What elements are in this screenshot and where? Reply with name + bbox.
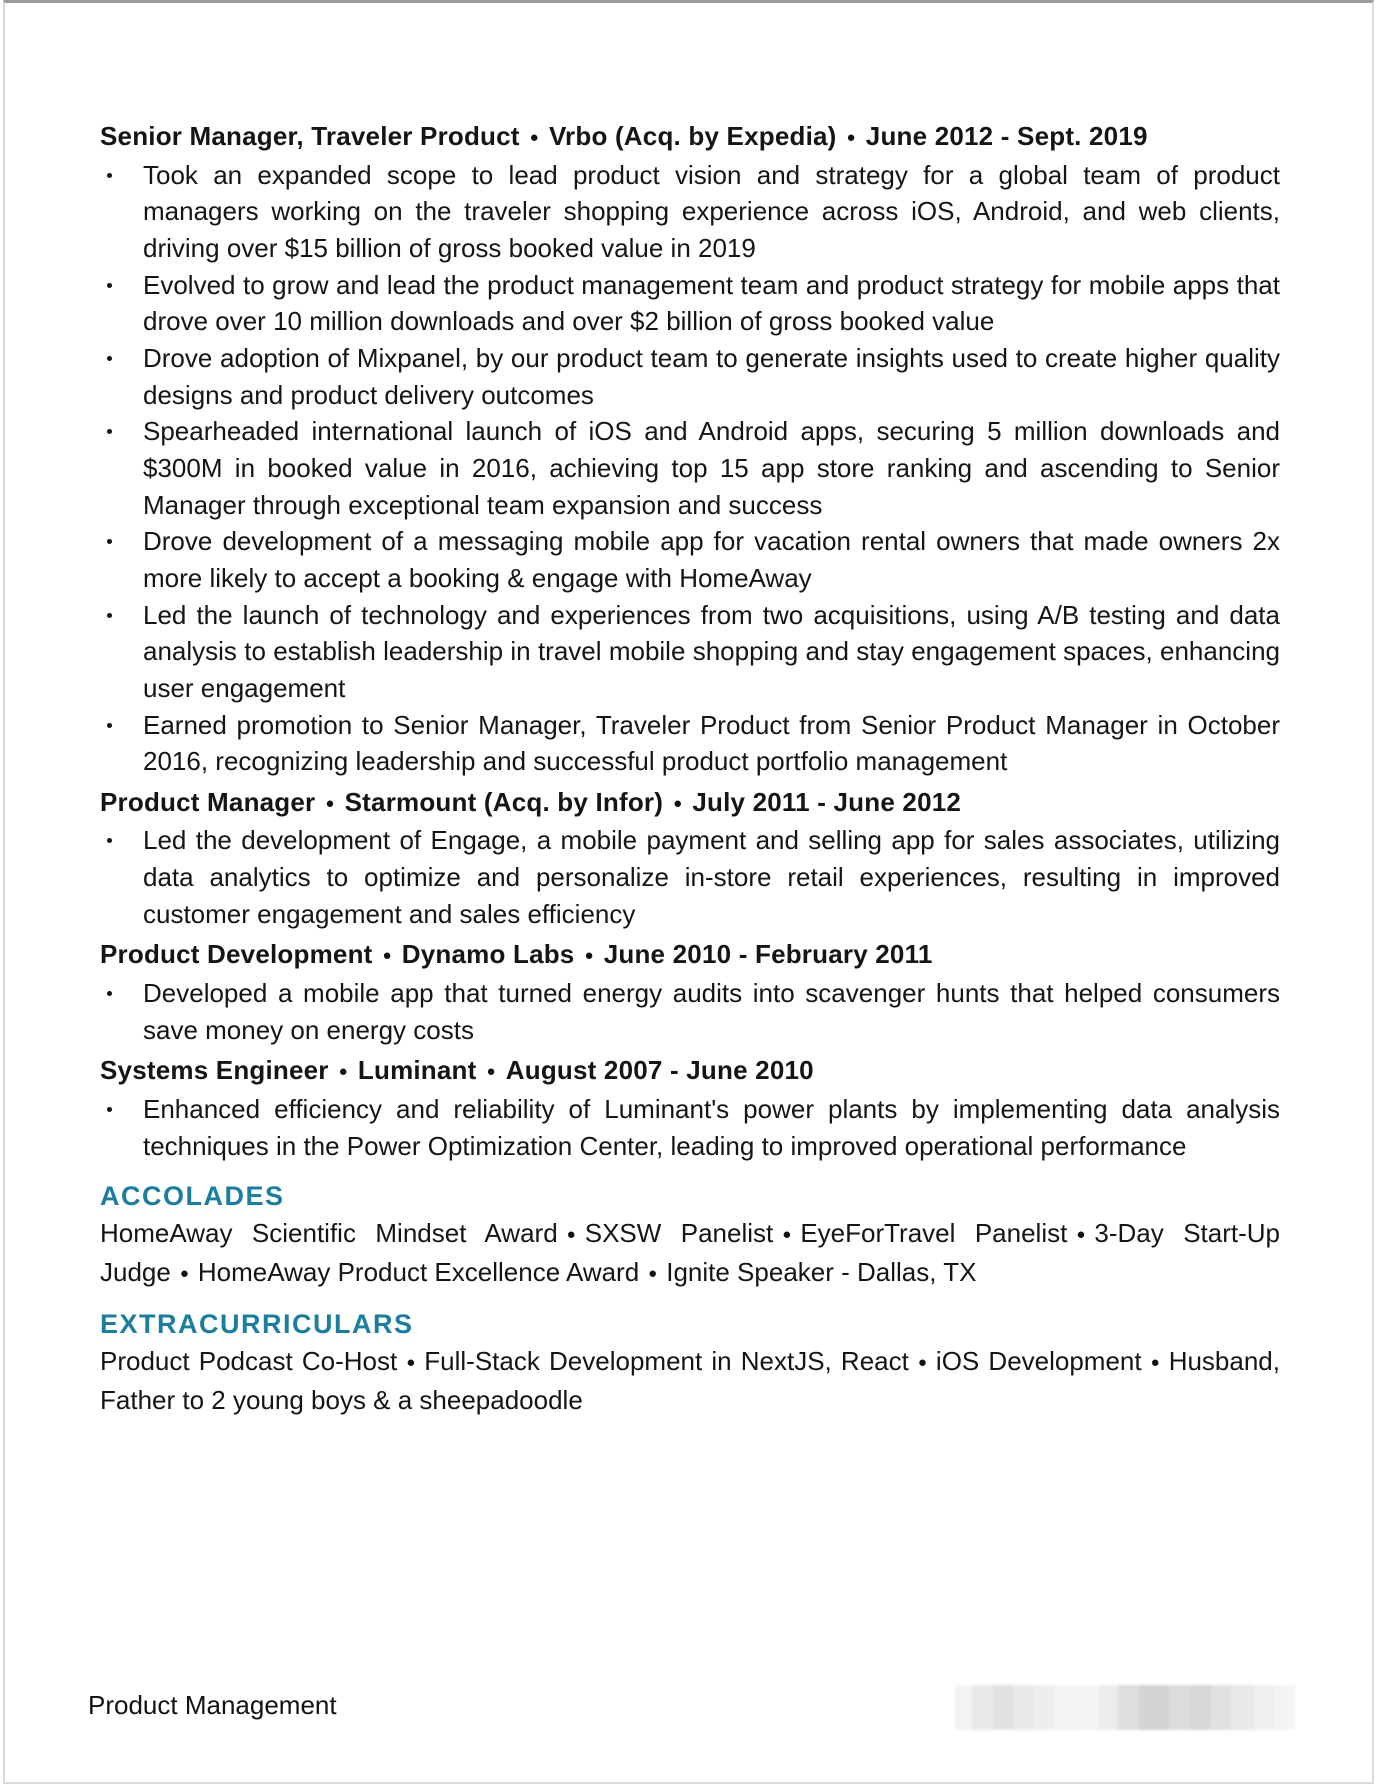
- job-heading: [100, 118, 1280, 157]
- section-item: HomeAway Scientific Mindset Award: [100, 1218, 558, 1249]
- separator-dot: ●: [1076, 1226, 1086, 1244]
- section-item: Product Podcast Co-Host: [100, 1346, 398, 1376]
- separator-dot: ●: [1150, 1354, 1160, 1371]
- bullet-list: [100, 157, 1280, 780]
- section-body: [100, 1343, 1280, 1418]
- job-dates: July 2011 - June 2012: [692, 786, 962, 817]
- separator-dot: ●: [917, 1354, 927, 1371]
- section-extracurriculars: [100, 1306, 1280, 1418]
- section-item: HomeAway Product Excellence Award: [197, 1256, 640, 1287]
- separator-dot: ●: [406, 1354, 416, 1371]
- section-item: Full-Stack Development in NextJS, React: [424, 1346, 909, 1376]
- job-title: Product Manager: [100, 786, 316, 817]
- section-item: iOS Development: [935, 1346, 1142, 1376]
- bullet-item: Drove adoption of Mixpanel, by our product team to generate insights used to create higher quality designs and product delivery outcomes: [100, 340, 1280, 413]
- bullet-item: Took an expanded scope to lead product vision and strategy for a global team of product managers working on the traveler shopping experience across iOS, Android, and web clients, driving over $15 billion of gross booked value in 2019: [100, 157, 1280, 267]
- resume-content: [100, 118, 1280, 1418]
- separator-dot: ●: [566, 1226, 576, 1244]
- separator-dot: ●: [529, 129, 539, 146]
- bullet-item: Spearheaded international launch of iOS and Android apps, securing 5 million downloads and $300M in booked value in 2016, achieving top 15 app store ranking and ascending to Senior Manager through exceptional team expansion and success: [100, 413, 1280, 523]
- section-item: SXSW Panelist: [584, 1218, 774, 1249]
- section-heading: EXTRACURRICULARS: [100, 1309, 414, 1340]
- bullet-item: Evolved to grow and lead the product management team and product strategy for mobile apps that drove over 10 million downloads and over $2 billion of gross booked value: [100, 267, 1280, 340]
- section-item: Husband, Father to 2 young boys & a sheepadoodle: [100, 1346, 1280, 1415]
- job-company: Luminant: [357, 1055, 477, 1086]
- bullet-item: Led the launch of technology and experiences from two acquisitions, using A/B testing and data analysis to establish leadership in travel mobile shopping and stay engagement spaces, enhancing user engagement: [100, 597, 1280, 707]
- section-item: 3-Day Start-Up Judge: [100, 1218, 1280, 1287]
- job-heading: [100, 1052, 1280, 1091]
- job-company: Dynamo Labs: [401, 939, 575, 970]
- section-item: Ignite Speaker - Dallas, TX: [666, 1256, 977, 1287]
- job-title: Senior Manager, Traveler Product: [100, 121, 520, 151]
- separator-dot: ●: [325, 794, 335, 812]
- section-item: EyeForTravel Panelist: [800, 1218, 1068, 1249]
- separator-dot: ●: [584, 947, 594, 965]
- job-title: Systems Engineer: [100, 1055, 329, 1086]
- separator-dot: ●: [648, 1264, 658, 1282]
- job-dates: June 2010 - February 2011: [603, 939, 933, 970]
- separator-dot: ●: [179, 1264, 189, 1282]
- section-heading: ACCOLADES: [100, 1181, 285, 1212]
- separator-dot: ●: [673, 794, 683, 812]
- section-accolades: [100, 1178, 1280, 1292]
- job-entry: [100, 936, 1280, 1048]
- section-body: [100, 1215, 1280, 1292]
- job-title: Product Development: [100, 939, 373, 970]
- job-entry: [100, 1052, 1280, 1164]
- separator-dot: ●: [486, 1063, 496, 1081]
- job-dates: June 2012 - Sept. 2019: [865, 121, 1148, 151]
- job-entry: [100, 118, 1280, 780]
- bullet-item: Developed a mobile app that turned energy audits into scavenger hunts that helped consumers save money on energy costs: [100, 975, 1280, 1048]
- separator-dot: ●: [782, 1226, 792, 1244]
- separator-dot: ●: [338, 1063, 348, 1081]
- footer-label: Product Management: [88, 1690, 337, 1720]
- job-heading: [100, 784, 1280, 823]
- bullet-list: [100, 975, 1280, 1048]
- bullet-item: Enhanced efficiency and reliability of Luminant's power plants by implementing data analysis techniques in the Power Optimization Center, leading to improved operational performance: [100, 1091, 1280, 1164]
- job-company: Starmount (Acq. by Infor): [344, 786, 664, 817]
- bullet-item: Drove development of a messaging mobile app for vacation rental owners that made owners 2x more likely to accept a booking & engage with HomeAway: [100, 523, 1280, 596]
- job-entry: [100, 784, 1280, 933]
- bullet-item: Earned promotion to Senior Manager, Traveler Product from Senior Product Manager in October 2016, recognizing leadership and successful product portfolio management: [100, 707, 1280, 780]
- bullet-list: [100, 822, 1280, 932]
- bullet-item: Led the development of Engage, a mobile payment and selling app for sales associates, utilizing data analytics to optimize and personalize in-store retail experiences, resulting in improved customer engagement and sales efficiency: [100, 822, 1280, 932]
- redacted-text-block: [955, 1685, 1295, 1730]
- separator-dot: ●: [382, 947, 392, 965]
- job-heading: [100, 936, 1280, 975]
- separator-dot: ●: [846, 129, 856, 146]
- job-company: Vrbo (Acq. by Expedia): [548, 121, 837, 151]
- bullet-list: [100, 1091, 1280, 1164]
- job-dates: August 2007 - June 2010: [505, 1055, 814, 1086]
